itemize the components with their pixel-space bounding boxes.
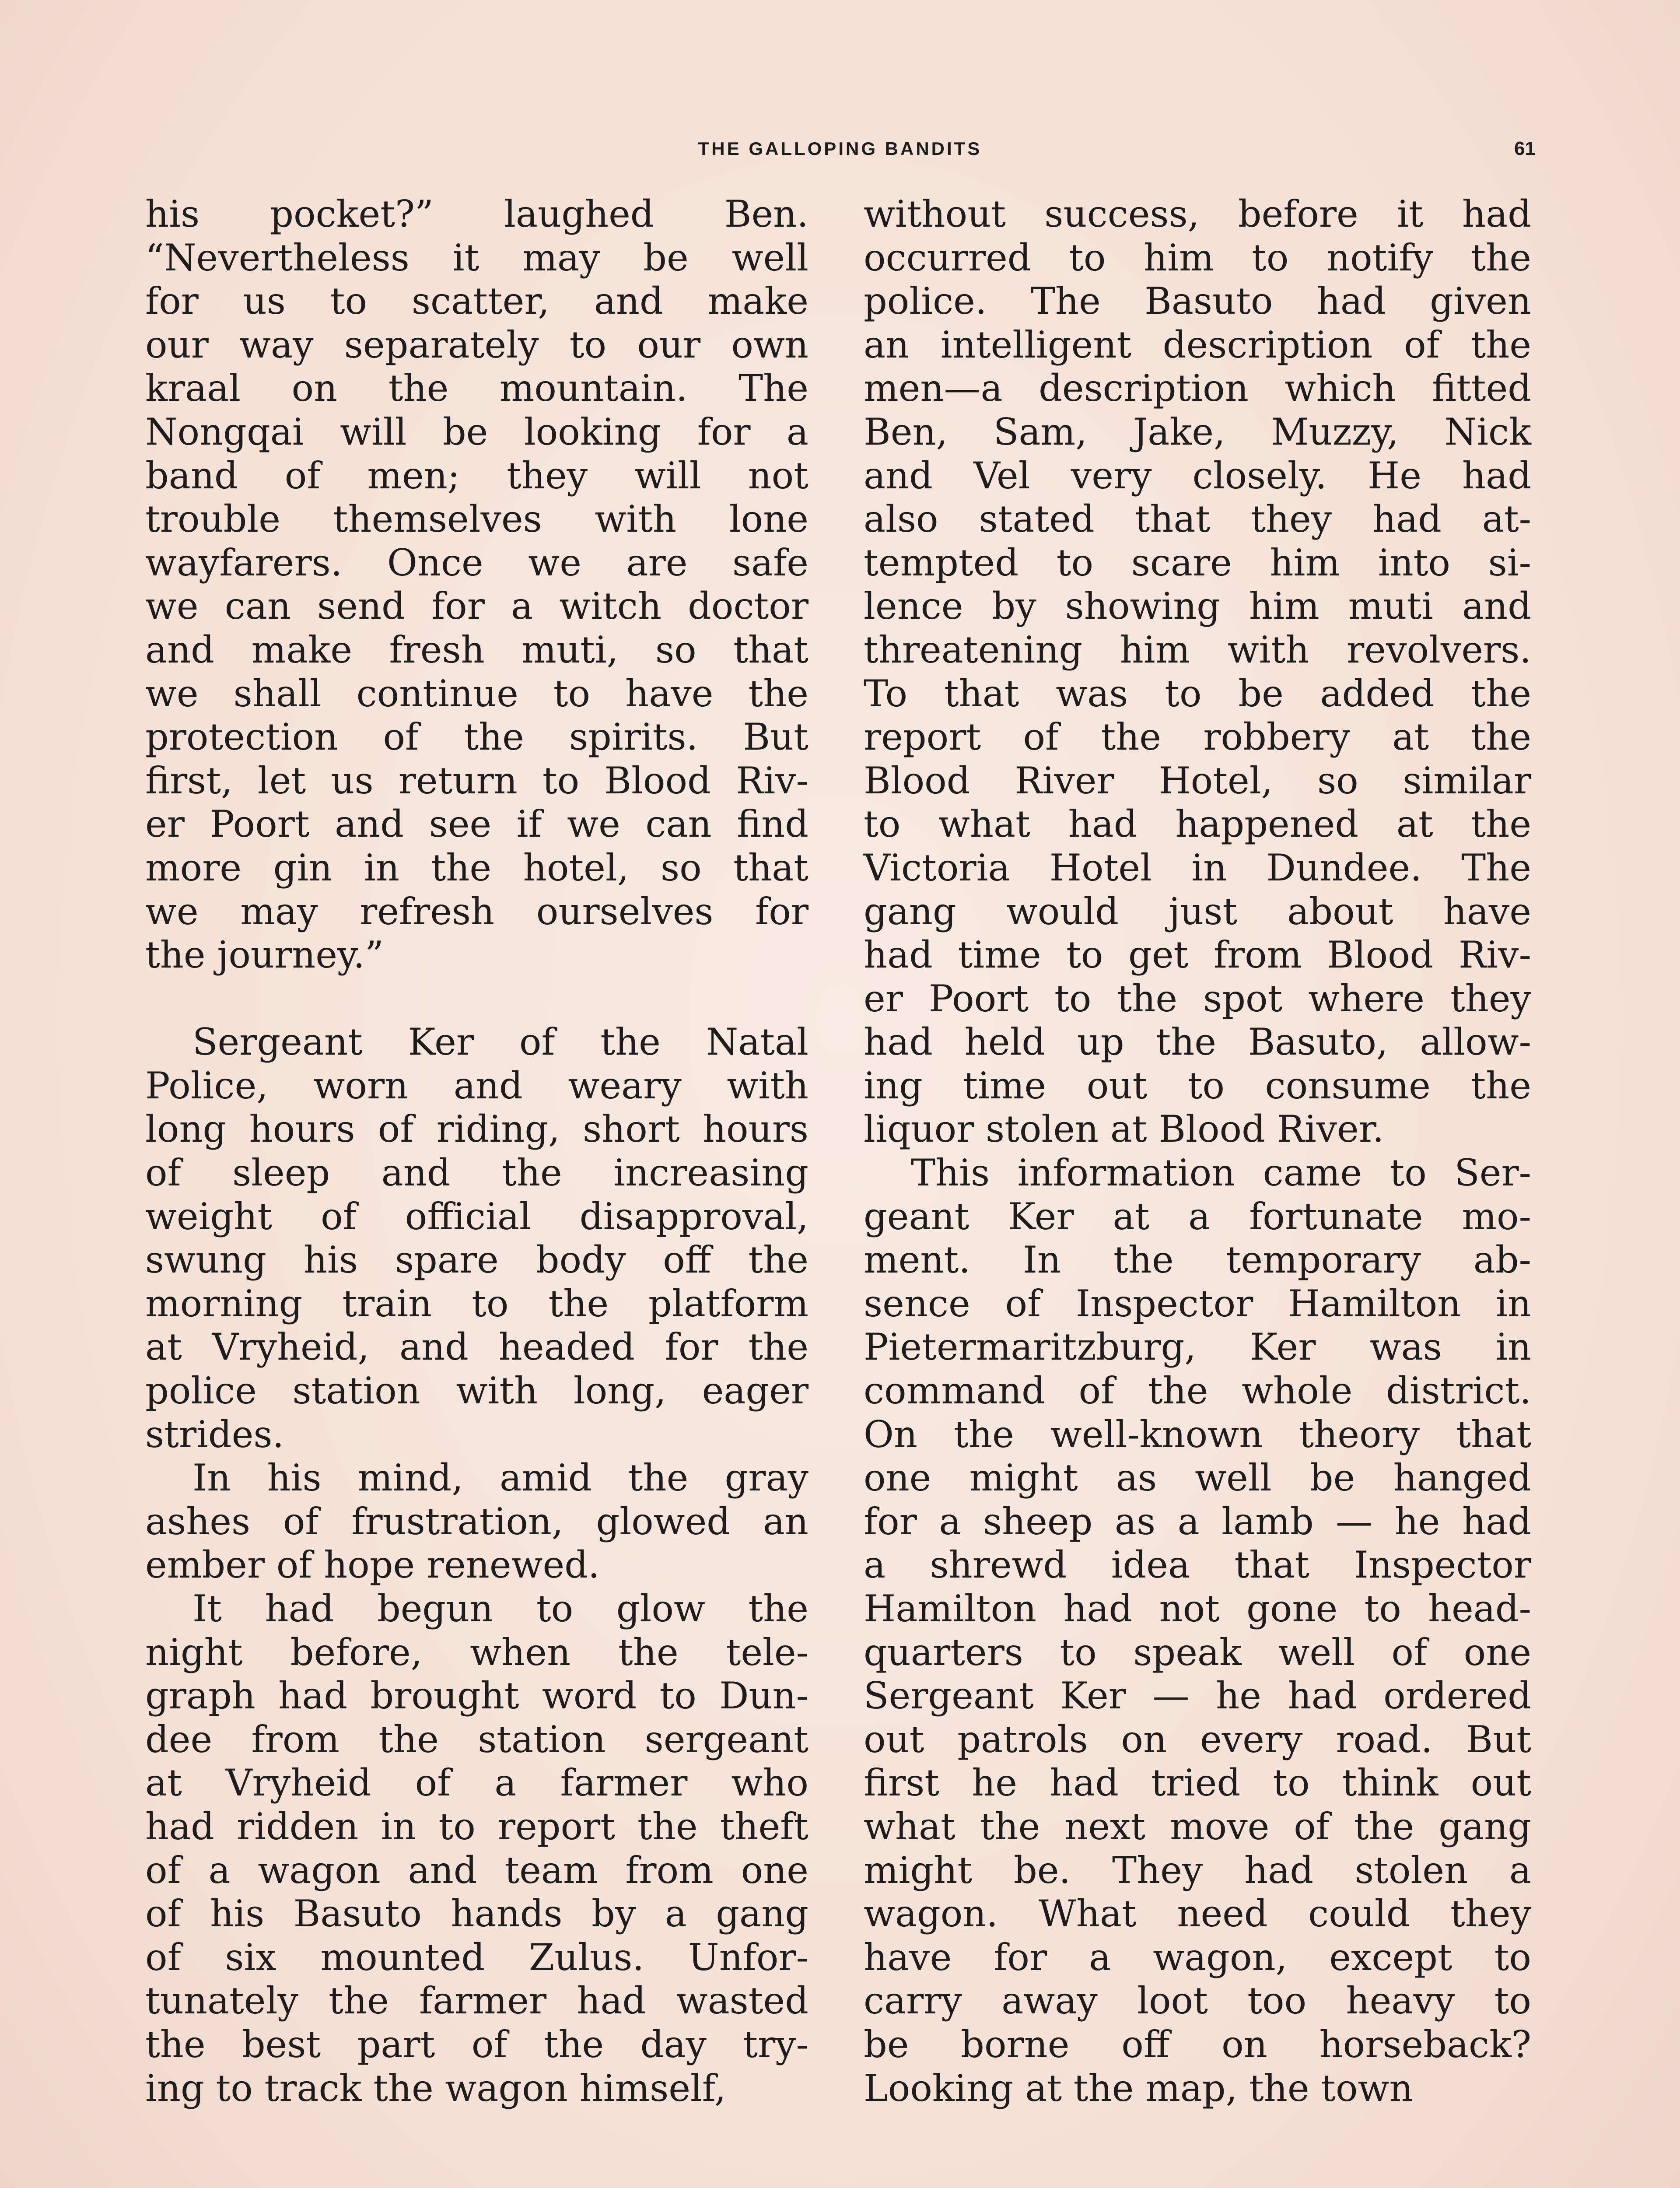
text-line: quarters to speak well of one: [864, 1630, 1531, 1674]
text-line: his pocket?” laughed Ben.: [145, 193, 808, 235]
paragraph: [145, 1020, 808, 1456]
text-line: band of men; they will not: [145, 454, 808, 497]
text-line: to what had happened at the: [864, 803, 1531, 846]
text-line: gang would just about have: [864, 890, 1531, 933]
text-line: what the next move of the gang: [864, 1805, 1531, 1848]
text-line: might be. They had stolen a: [864, 1848, 1531, 1892]
text-line: had held up the Basuto, allow-: [864, 1020, 1531, 1064]
paragraph: [864, 193, 1531, 1151]
text-line: “Nevertheless it may be well: [145, 236, 808, 279]
text-line: lence by showing him muti and: [864, 585, 1531, 628]
left-column: [145, 193, 808, 2110]
text-line: To that was to be added the: [864, 672, 1531, 715]
text-line: Police, worn and weary with: [145, 1064, 808, 1107]
text-line: ing to track the wagon himself,: [145, 2066, 726, 2110]
paragraph: [145, 1587, 808, 2110]
text-line: the best part of the day try-: [145, 2023, 808, 2066]
text-line: our way separately to our own: [145, 323, 808, 366]
text-line: for a sheep as a lamb — he had: [864, 1500, 1531, 1543]
text-line: ment. In the temporary ab-: [864, 1238, 1531, 1282]
text-line: In his mind, amid the gray: [192, 1456, 808, 1500]
text-line: kraal on the mountain. The: [145, 367, 808, 410]
text-line: wayfarers. Once we are safe: [145, 541, 808, 584]
text-line: at Vryheid of a farmer who: [145, 1761, 808, 1805]
paragraph: [145, 1456, 808, 1587]
text-line: and Vel very closely. He had: [864, 454, 1531, 497]
text-line: men—a description which fitted: [864, 367, 1531, 410]
text-line: sence of Inspector Hamilton in: [864, 1282, 1531, 1325]
text-line: of sleep and the increasing: [145, 1151, 808, 1195]
text-line: Blood River Hotel, so similar: [864, 759, 1531, 802]
text-line: night before, when the tele-: [145, 1630, 808, 1674]
text-line: This information came to Ser-: [911, 1151, 1531, 1195]
paragraph: [864, 1151, 1531, 2110]
text-line: Ben, Sam, Jake, Muzzy, Nick: [864, 410, 1531, 453]
text-line: also stated that they had at-: [864, 498, 1531, 541]
text-line: ing time out to consume the: [864, 1064, 1531, 1107]
text-line: police. The Basuto had given: [864, 280, 1531, 323]
text-line: be borne off on horseback?: [864, 2023, 1531, 2066]
text-line: one might as well be hanged: [864, 1456, 1531, 1500]
text-line: out patrols on every road. But: [864, 1718, 1531, 1761]
text-line: threatening him with revolvers.: [864, 628, 1531, 671]
text-line: have for a wagon, except to: [864, 1936, 1531, 1979]
text-line: we may refresh ourselves for: [145, 890, 808, 933]
text-line: Pietermaritzburg, Ker was in: [864, 1325, 1531, 1369]
text-line: command of the whole district.: [864, 1369, 1531, 1413]
paragraph: [145, 193, 808, 977]
text-line: for us to scatter, and make: [145, 280, 808, 323]
text-line: ashes of frustration, glowed an: [145, 1500, 808, 1543]
text-line: dee from the station sergeant: [145, 1718, 808, 1761]
text-line: without success, before it had: [864, 193, 1531, 235]
text-line: Hamilton had not gone to head-: [864, 1587, 1531, 1630]
text-line: and make fresh muti, so that: [145, 628, 808, 671]
text-line: er Poort and see if we can find: [145, 803, 808, 846]
text-line: morning train to the platform: [145, 1282, 808, 1325]
text-line: strides.: [145, 1413, 284, 1456]
text-line: first he had tried to think out: [864, 1761, 1531, 1805]
text-line: carry away loot too heavy to: [864, 1979, 1531, 2023]
text-line: ember of hope renewed.: [145, 1543, 600, 1587]
text-line: at Vryheid, and headed for the: [145, 1325, 808, 1369]
text-line: Looking at the map, the town: [864, 2066, 1413, 2110]
text-line: swung his spare body off the: [145, 1238, 808, 1282]
text-line: trouble themselves with lone: [145, 498, 808, 541]
text-line: the journey.”: [145, 933, 384, 977]
text-line: tunately the farmer had wasted: [145, 1979, 808, 2023]
text-line: had time to get from Blood Riv-: [864, 933, 1531, 977]
text-line: geant Ker at a fortunate mo-: [864, 1195, 1531, 1238]
text-line: tempted to scare him into si-: [864, 541, 1531, 584]
text-line: graph had brought word to Dun-: [145, 1674, 808, 1718]
text-line: of a wagon and team from one: [145, 1848, 808, 1892]
text-line: occurred to him to notify the: [864, 236, 1531, 279]
text-line: liquor stolen at Blood River.: [864, 1108, 1384, 1151]
text-line: more gin in the hotel, so that: [145, 846, 808, 889]
text-line: an intelligent description of the: [864, 323, 1531, 366]
text-line: er Poort to the spot where they: [864, 977, 1531, 1020]
text-line: of six mounted Zulus. Unfor-: [145, 1936, 808, 1979]
text-line: report of the robbery at the: [864, 715, 1531, 759]
text-line: first, let us return to Blood Riv-: [145, 759, 808, 802]
text-line: had ridden in to report the theft: [145, 1805, 808, 1848]
text-line: weight of official disapproval,: [145, 1195, 808, 1238]
right-column: [864, 193, 1531, 2110]
text-line: we shall continue to have the: [145, 672, 808, 715]
text-line: police station with long, eager: [145, 1369, 808, 1413]
text-line: Sergeant Ker — he had ordered: [864, 1674, 1531, 1718]
running-head-title: THE GALLOPING BANDITS: [698, 138, 982, 159]
text-line: On the well-known theory that: [864, 1413, 1531, 1456]
text-line: protection of the spirits. But: [145, 715, 808, 759]
text-line: long hours of riding, short hours: [145, 1108, 808, 1151]
text-line: It had begun to glow the: [192, 1587, 808, 1630]
running-head: [144, 136, 1536, 162]
text-line: Victoria Hotel in Dundee. The: [864, 846, 1531, 889]
text-line: we can send for a witch doctor: [145, 585, 808, 628]
text-line: Sergeant Ker of the Natal: [192, 1020, 808, 1064]
text-line: Nongqai will be looking for a: [145, 410, 808, 453]
page-number: 61: [1514, 138, 1536, 159]
text-line: wagon. What need could they: [864, 1892, 1531, 1936]
text-line: a shrewd idea that Inspector: [864, 1543, 1531, 1587]
text-line: of his Basuto hands by a gang: [145, 1892, 808, 1936]
